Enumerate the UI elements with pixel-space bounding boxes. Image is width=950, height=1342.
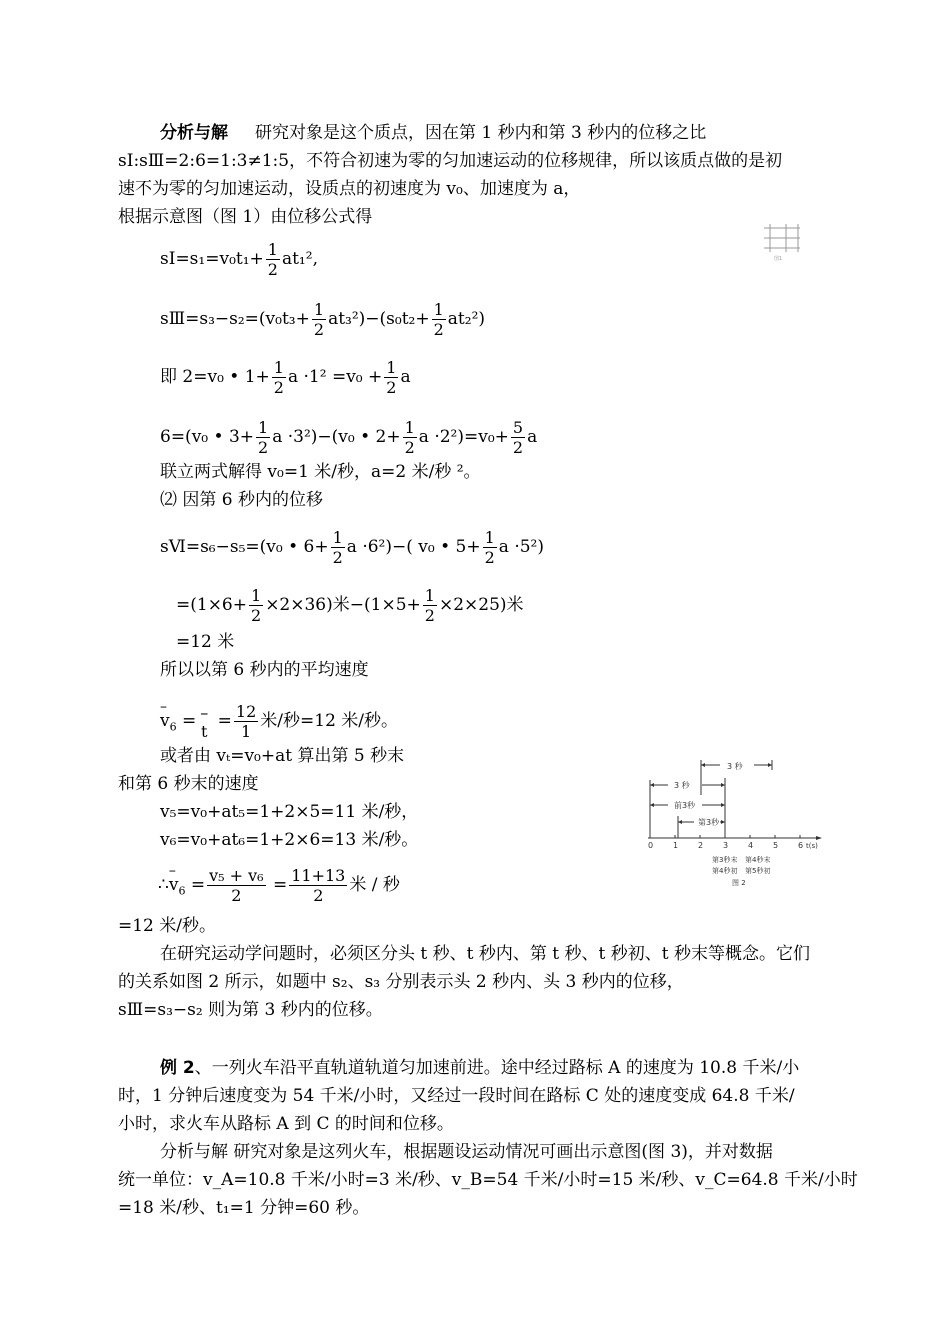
solve-line: 联立两式解得 v₀=1 米/秒，a=2 米/秒 ²。: [160, 462, 481, 482]
intro-line-4: 根据示意图（图 1）由位移公式得: [118, 207, 373, 227]
fig2-label-third: 第3秒: [698, 818, 720, 827]
intro-text-1: 研究对象是这个质点，因在第 1 秒内和第 3 秒内的位移之比: [255, 123, 707, 143]
result-12ms: =12 米/秒。: [118, 916, 217, 936]
equation-first-second: 即 2=v₀ • 1+ $\frac{1}{2}$ a ·1² =v₀ + $\frac{1}{2}$ a: [160, 358, 411, 397]
fig2-tick-label: 3: [723, 841, 729, 850]
figure-1-caption: 图1: [774, 256, 783, 262]
intro-line-1: [160, 121, 706, 145]
fig2-tick-label: 1: [673, 841, 679, 850]
figure-1: [760, 218, 806, 262]
note-line-1: 在研究运动学问题时，必须区分头 t 秒、t 秒内、第 t 秒、t 秒初、t 秒末等概念。它们: [160, 944, 810, 964]
fig2-label-b2: 第5秒初: [745, 867, 771, 875]
equation-s3: sⅢ=s₃−s₂=(v₀t₃+ $\frac{1}{2}$ at₃²)−(s₀t₂+ $\frac{1}{2}$ at₂²): [160, 300, 486, 339]
example-2-label: 例 2: [160, 1058, 195, 1078]
fig2-tick-label: 2: [698, 841, 704, 850]
example-2-line-1: 例 2、一列火车沿平直轨道轨道匀加速前进。途中经过路标 A 的速度为 10.8 千米/小: [160, 1058, 800, 1078]
example-2-line-3: 小时，求火车从路标 A 到 C 的时间和位移。: [118, 1114, 454, 1134]
alt-line-2: 和第 6 秒末的速度: [118, 774, 259, 794]
fig2-label-first3: 前3秒: [674, 801, 696, 810]
equation-third-second: 6=(v₀ • 3+ $\frac{1}{2}$ a ·3²)−(v₀ • 2+ $\frac{1}{2}$ a ·2²)=v₀+ $\frac{5}{2}$ a: [160, 418, 538, 457]
fig2-label-3s: 3 秒: [674, 781, 690, 790]
note-line-3: sⅢ=s₃−s₂ 则为第 3 秒内的位移。: [118, 1000, 383, 1020]
fig2-tick-label: 6: [798, 841, 804, 850]
example-2-line-5: 统一单位：v_A=10.8 千米/小时=3 米/秒、v_B=54 千米/小时=15 米/秒、v_C=64.8 千米/小时: [118, 1170, 858, 1190]
fig2-tick-label: 4: [748, 841, 754, 850]
fig2-label-b1: 第4秒初: [712, 867, 738, 875]
equation-s1: sⅠ=s₁=v₀t₁+ $\frac{1}{2}$ at₁²,: [160, 240, 318, 279]
fig2-caption: 图 2: [732, 879, 746, 887]
alt-line-1: 或者由 vₜ=v₀+at 算出第 5 秒末: [160, 746, 405, 766]
example-2-line-6: =18 米/秒、t₁=1 分钟=60 秒。: [118, 1198, 370, 1218]
result-12m: =12 米: [176, 632, 235, 652]
v5-line: v₅=v₀+at₅=1+2×5=11 米/秒，: [160, 802, 419, 822]
figure-2: [640, 750, 840, 900]
avg-velocity-text: 所以以第 6 秒内的平均速度: [160, 660, 369, 680]
fig2-label-a1: 第3秒末: [712, 856, 738, 864]
fig2-label-a2: 第4秒末: [745, 856, 771, 864]
part-2-heading: ⑵ 因第 6 秒内的位移: [160, 490, 324, 510]
equation-s6: sⅥ=s₆−s₅=(v₀ • 6+ $\frac{1}{2}$ a ·6²)−( v₀ • 5+ $\frac{1}{2}$ a ·5²): [160, 528, 544, 567]
fig2-axis-unit: t(s): [806, 842, 818, 850]
fig2-tick-label: 0: [648, 841, 654, 850]
heading-analysis: 分析与解: [160, 123, 228, 143]
equation-avg-v6-alt: ∴– $v_6$ = $\frac{\text{v₅ + v₆}}{2}$ = $\frac{11+13}{2}$ 米 / 秒: [158, 866, 400, 905]
fig2-label-top: 3 秒: [727, 762, 743, 771]
intro-line-2: sⅠ:sⅢ=2:6=1:3≠1:5，不符合初速为零的匀加速运动的位移规律，所以该质点做的是初: [118, 151, 783, 171]
intro-line-3: 速不为零的匀加速运动，设质点的初速度为 v₀、加速度为 a，: [118, 179, 581, 199]
note-line-2: 的关系如图 2 所示，如题中 s₂、s₃ 分别表示头 2 秒内、头 3 秒内的位移，: [118, 972, 684, 992]
equation-s6-numeric: =(1×6+ $\frac{1}{2}$ ×2×36)米−(1×5+ $\frac{1}{2}$ ×2×25)米: [176, 586, 524, 625]
example-2-line-4: 分析与解 研究对象是这列火车，根据题设运动情况可画出示意图(图 3)，并对数据: [160, 1142, 773, 1162]
equation-avg-v6: – $v_6$ = – t = $\frac{12}{1}$ 米/秒=12 米/秒。: [160, 702, 398, 741]
example-2-line-2: 时，1 分钟后速度变为 54 千米/小时，又经过一段时间在路标 C 处的速度变成 64.8 千米/: [118, 1086, 795, 1106]
v6-line: v₆=v₀+at₆=1+2×6=13 米/秒。: [160, 830, 419, 850]
fig2-tick-label: 5: [773, 841, 779, 850]
